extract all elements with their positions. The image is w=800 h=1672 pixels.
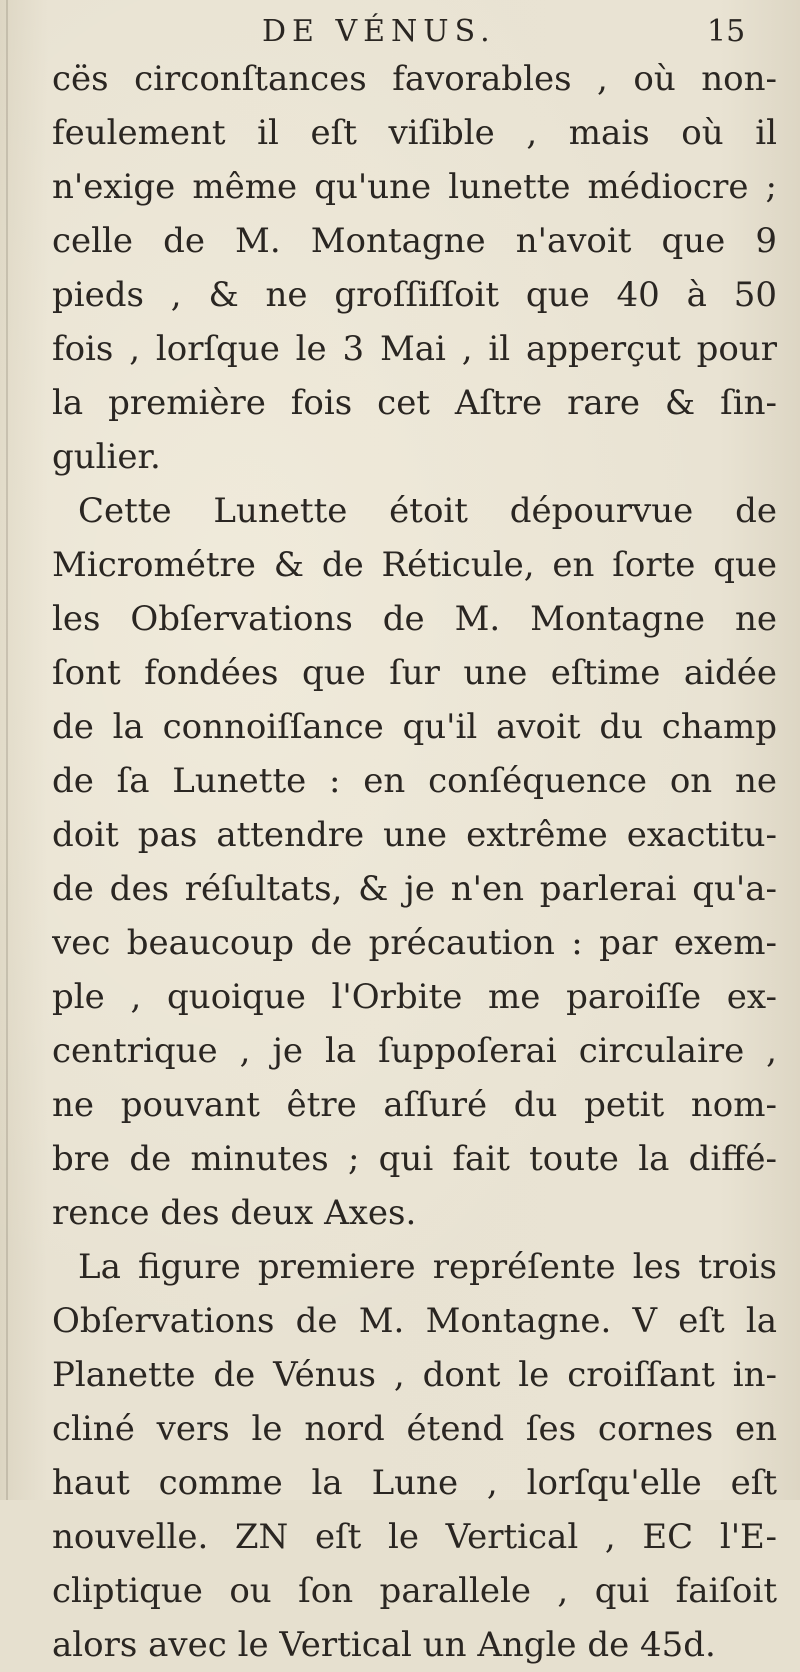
text-line: n'exige même qu'une lunette médiocre ; [52,167,777,207]
text-line: bre de minutes ; qui fait toute la diffé- [52,1139,777,1179]
page-gutter-edge [6,0,8,1500]
text-line: rence des deux Axes. [52,1193,417,1233]
text-line: haut comme la Lune , lorſqu'elle eſt [52,1463,777,1503]
text-line: de la connoiſſance qu'il avoit du champ [52,707,777,747]
text-line: cës circonſtances favorables , où non- [52,59,777,99]
text-line: Micrométre & de Réticule, en ſorte que [52,545,777,585]
text-line: ne pouvant être aſſuré du petit nom- [52,1085,777,1125]
running-head [0,12,800,52]
text-line: Obſervations de M. Montagne. V eſt la [52,1301,777,1341]
text-line: centrique , je la ſuppoſerai circulaire , [52,1031,777,1071]
text-line: ple , quoique l'Orbite me paroiſſe ex- [52,977,777,1017]
text-line: vec beaucoup de précaution : par exem- [52,923,777,963]
body-text [52,52,777,1672]
running-head-title: DE VÉNUS. [262,14,496,49]
text-line: de ſa Lunette : en conſéquence on ne [52,761,777,801]
text-line: nouvelle. ZN eſt le Vertical , EC l'E- [52,1517,777,1557]
text-line: pieds , & ne groſſiſſoit que 40 à 50 [52,275,777,315]
paragraph-start-line: La figure premiere repréſente les trois [78,1247,777,1287]
text-line: ſont fondées que ſur une eſtime aidée [52,653,777,693]
text-line: cliptique ou ſon parallele , qui faiſoit [52,1571,777,1611]
text-line: fois , lorſque le 3 Mai , il apperçut pour [52,329,777,369]
text-line: alors avec le Vertical un Angle de 45d. [52,1625,716,1665]
text-line: celle de M. Montagne n'avoit que 9 [52,221,777,261]
text-line: de des réſultats, & je n'en parlerai qu'a- [52,869,777,909]
text-line: feulement il eſt viſible , mais où il [52,113,777,153]
text-line: la première fois cet Aſtre rare & ſin- [52,383,777,423]
text-line: gulier. [52,437,161,477]
text-line: doit pas attendre une extrême exactitu- [52,815,777,855]
text-line: cliné vers le nord étend ſes cornes en [52,1409,777,1449]
page-number: 15 [707,14,746,49]
paragraph-start-line: Cette Lunette étoit dépourvue de [78,491,777,531]
text-line: les Obſervations de M. Montagne ne [52,599,777,639]
text-line: Planette de Vénus , dont le croiſſant in- [52,1355,777,1395]
